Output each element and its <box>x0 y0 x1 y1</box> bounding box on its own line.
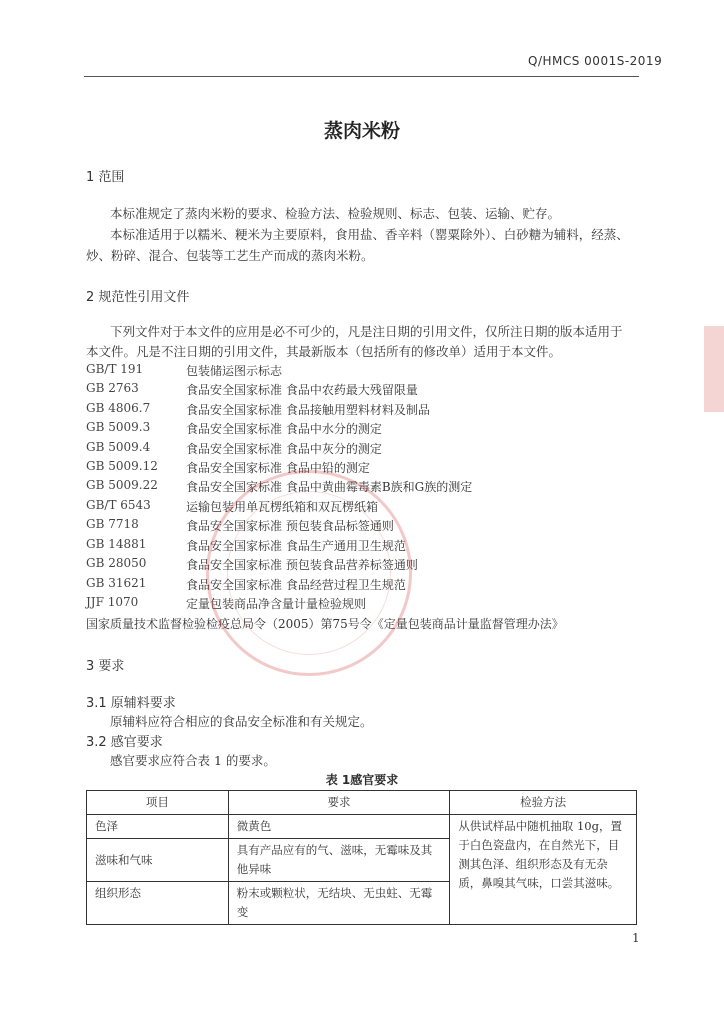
section-3-2-heading: 3.2 感官要求 <box>86 735 163 750</box>
reference-code: GB 14881 <box>86 537 147 551</box>
reference-title: 运输包装用单瓦楞纸箱和双瓦楞纸箱 <box>186 500 379 514</box>
section-1-paragraph: 炒、粉碎、混合、包装等工艺生产而成的蒸肉米粉。 <box>86 248 374 263</box>
row-requirement: 具有产品应有的气、滋味，无霉味及其他异味 <box>228 839 450 882</box>
row-item: 滋味和气味 <box>87 839 229 882</box>
reference-title: 定量包装商品净含量计量检验规则 <box>186 597 367 611</box>
reference-title: 食品安全国家标准 食品中黄曲霉毒素B族和G族的测定 <box>186 480 473 494</box>
reference-title: 食品安全国家标准 预包装食品营养标签通则 <box>186 558 418 572</box>
decree-reference: 国家质量技术监督检验检疫总局令（2005）第75号令《定量包装商品计量监督管理办法》 <box>86 617 564 631</box>
inspection-method-cell: 从供试样品中随机抽取 10g，置于白色瓷盘内，在自然光下，目测其色泽、组织形态及有无杂质，鼻嗅其气味，口尝其滋味。 <box>450 815 637 925</box>
reference-title: 食品安全国家标准 预包装食品标签通则 <box>186 519 394 533</box>
reference-code: GB 4806.7 <box>86 401 151 415</box>
section-2-intro: 本文件。凡是不注日期的引用文件，其最新版本（包括所有的修改单）适用于本文件。 <box>86 344 562 359</box>
reference-title: 食品安全国家标准 食品中灰分的测定 <box>186 442 382 456</box>
section-1-heading: 1 范围 <box>86 170 125 185</box>
page-title: 蒸肉米粉 <box>323 120 400 142</box>
row-requirement: 微黄色 <box>228 815 450 839</box>
table-header-row <box>87 791 637 815</box>
section-1-paragraph: 本标准规定了蒸肉米粉的要求、检验方法、检验规则、标志、包装、运输、贮存。 <box>110 206 561 221</box>
section-3-heading: 3 要求 <box>86 659 125 674</box>
edge-seal-mark <box>704 326 724 412</box>
reference-code: GB 5009.12 <box>86 459 158 473</box>
reference-code: GB/T 6543 <box>86 498 151 512</box>
column-header-item: 项目 <box>87 791 229 815</box>
reference-title: 食品安全国家标准 食品中农药最大残留限量 <box>186 383 418 397</box>
official-seal-stamp <box>206 470 412 676</box>
section-1-paragraph: 本标准适用于以糯米、粳米为主要原料，食用盐、香辛料（罂粟除外）、白砂糖为辅料，经蒸、 <box>110 227 629 242</box>
reference-title: 食品安全国家标准 食品中水分的测定 <box>186 422 382 436</box>
section-3-2-text: 感官要求应符合表 1 的要求。 <box>110 753 276 768</box>
row-item: 色泽 <box>87 815 229 839</box>
column-header-requirement: 要求 <box>228 791 450 815</box>
reference-title: 食品安全国家标准 食品接触用塑料材料及制品 <box>186 403 430 417</box>
page-number: 1 <box>632 931 640 945</box>
document-number: Q/HMCS 0001S-2019 <box>528 54 663 68</box>
column-header-method: 检验方法 <box>450 791 637 815</box>
reference-code: GB 5009.3 <box>86 420 151 434</box>
table-caption: 表 1感官要求 <box>325 773 399 787</box>
section-2-heading: 2 规范性引用文件 <box>86 290 190 305</box>
reference-code: GB 5009.4 <box>86 440 151 454</box>
reference-code: GB 7718 <box>86 517 139 531</box>
reference-title: 包装储运图示标志 <box>186 364 283 378</box>
section-2-intro: 下列文件对于本文件的应用是必不可少的，凡是注日期的引用文件，仅所注日期的版本适用于 <box>110 324 623 339</box>
reference-title: 食品安全国家标准 食品生产通用卫生规范 <box>186 539 406 553</box>
row-requirement: 粉末或颗粒状，无结块、无虫蛀、无霉变 <box>228 882 450 925</box>
header-rule <box>84 76 639 77</box>
reference-title: 食品安全国家标准 食品经营过程卫生规范 <box>186 578 406 592</box>
row-item: 组织形态 <box>87 882 229 925</box>
reference-code: GB 2763 <box>86 381 139 395</box>
table-row <box>87 815 637 839</box>
sensory-requirements-table <box>86 790 637 925</box>
section-3-1-text: 原辅料应符合相应的食品安全标准和有关规定。 <box>110 714 373 729</box>
reference-code: GB 5009.22 <box>86 478 158 492</box>
reference-code: GB 28050 <box>86 556 147 570</box>
section-3-1-heading: 3.1 原辅料要求 <box>86 696 176 711</box>
reference-code: GB/T 191 <box>86 362 144 376</box>
reference-code: JJF 1070 <box>86 595 139 609</box>
reference-code: GB 31621 <box>86 576 147 590</box>
reference-title: 食品安全国家标准 食品中铅的测定 <box>186 461 370 475</box>
